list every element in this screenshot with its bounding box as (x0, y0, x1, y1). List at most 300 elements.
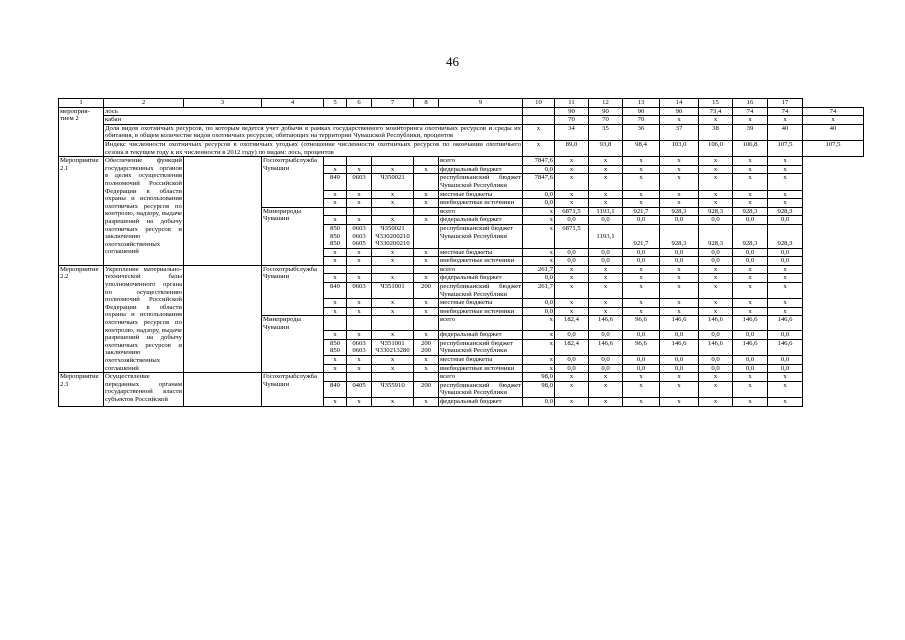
value-cell: x (733, 116, 768, 125)
value-cell: 928,3 (733, 207, 768, 216)
value-cell: x (733, 265, 768, 274)
code-cell (414, 265, 439, 274)
value-cell: x (660, 265, 699, 274)
value-cell: 0,0 (623, 364, 660, 373)
value-cell: x (660, 190, 699, 199)
value-cell: x (699, 397, 733, 406)
value-cell: x (733, 190, 768, 199)
value-cell: 0,0 (699, 364, 733, 373)
value-cell: 0,0 (555, 356, 589, 365)
value-cell: x (768, 274, 803, 283)
value-cell: 0,0 (733, 216, 768, 225)
value-cell: 0,0 (733, 257, 768, 266)
value-cell: x (523, 316, 555, 331)
code-cell: 0603 (347, 174, 372, 190)
funding-source: всего (439, 207, 523, 216)
code-cell (372, 207, 414, 216)
code-cell: 850 850 850 (324, 224, 347, 248)
value-cell: x (699, 199, 733, 208)
code-cell (347, 265, 372, 274)
value-cell: 146,6 (589, 316, 623, 331)
indicator-text: Доля видов охотничьих ресурсов, по которым ведется учет добычи в рамках государственного мониторинга охотничьих ресурсов и среды их обитания, в общем количестве видов охотничьих ресурсов, обитающих на территории Чувашской Республики, процентов (105, 124, 521, 140)
value-cell: 70 (623, 116, 660, 125)
value-cell: 40 (768, 124, 803, 140)
code-cell: x (324, 248, 347, 257)
value-cell: x (768, 381, 803, 397)
code-cell: x (324, 356, 347, 365)
code-cell: x (347, 165, 372, 174)
value-cell: x (733, 174, 768, 190)
column-number: 9 (439, 99, 523, 108)
value-cell: 98,0 (523, 373, 555, 382)
column-number: 2 (104, 99, 184, 108)
value-cell: 0,0 (768, 331, 803, 340)
value-cell: 96,6 (623, 339, 660, 355)
code-cell: x (414, 299, 439, 308)
code-cell (414, 174, 439, 190)
executor-name: Госохотрыбслужба Чувашии (262, 373, 324, 406)
value-cell: 0,0 (623, 257, 660, 266)
event-description: Осуществление переданных органам государственной власти субъектов Российской (104, 373, 184, 406)
funding-source: всего (439, 373, 523, 382)
indicator-text: Индекс численности охотничьих ресурсов в охотничьих угодьях (отношение численности охотничьих ресурсов по окончании охотничьего сезона в текущем году к их численности в 2012 году) по видам: лось, процентов (105, 140, 521, 156)
value-cell: x (660, 199, 699, 208)
value-cell: 928,3 (699, 224, 733, 248)
value-cell: x (699, 165, 733, 174)
value-cell: x (589, 283, 623, 299)
value-cell: 0,0 (768, 216, 803, 225)
value-cell: 90 (623, 107, 660, 116)
value-cell: 921,7 (623, 207, 660, 216)
value-cell: x (623, 190, 660, 199)
value-cell: x (733, 307, 768, 316)
empty-cell (184, 373, 262, 406)
value-cell: x (699, 373, 733, 382)
code-cell: x (372, 364, 414, 373)
code-cell: x (324, 307, 347, 316)
value-cell: x (523, 207, 555, 216)
column-number: 11 (555, 99, 589, 108)
funding-source: республиканский бюджет Чувашской Республики (440, 174, 521, 189)
code-cell: x (372, 274, 414, 283)
value-cell: x (660, 307, 699, 316)
value-cell: 146,6 (589, 339, 623, 355)
value-cell: x (768, 190, 803, 199)
column-number: 16 (733, 99, 768, 108)
value-cell: x (555, 199, 589, 208)
code-cell: x (372, 307, 414, 316)
value-cell: x (660, 283, 699, 299)
value-cell: x (699, 190, 733, 199)
executor-name: Минприроды Чувашии (262, 316, 324, 373)
value-cell: 146,6 (699, 316, 733, 331)
boar-row (59, 116, 864, 125)
value-cell: 98,0 (523, 381, 555, 397)
value-cell: 182,4 (555, 316, 589, 331)
code-cell: x (372, 248, 414, 257)
value-cell: 90 (660, 107, 699, 116)
code-cell (414, 224, 439, 248)
code-cell: Ч355910 (372, 381, 414, 397)
value-cell: 0,0 (555, 331, 589, 340)
value-cell: 0,0 (589, 216, 623, 225)
code-cell: x (324, 190, 347, 199)
value-cell: 0,0 (733, 364, 768, 373)
code-cell: x (324, 397, 347, 406)
code-cell: x (372, 199, 414, 208)
value-cell: x (523, 248, 555, 257)
column-number: 5 (324, 99, 347, 108)
value-cell: 0,0 (589, 356, 623, 365)
value-cell: x (555, 299, 589, 308)
funding-source: республиканский бюджет Чувашской Республики (439, 339, 523, 355)
code-cell: x (324, 364, 347, 373)
indicator-row (59, 140, 864, 156)
funding-source: внебюджетные источники (439, 257, 523, 266)
value-cell: x (660, 373, 699, 382)
funding-source: федеральный бюджет (439, 274, 523, 283)
value-cell: 928,3 (733, 224, 768, 248)
table-row (59, 265, 864, 274)
value-cell: x (555, 381, 589, 397)
code-cell: 0603 (347, 283, 372, 299)
value-cell: 107,5 (768, 140, 803, 156)
value-cell: x (523, 364, 555, 373)
value-cell: 74 (803, 107, 864, 116)
code-cell (372, 316, 414, 331)
code-cell: Ч351001 (372, 283, 414, 299)
value-cell: x (623, 157, 660, 166)
value-cell: x (660, 157, 699, 166)
code-cell (372, 265, 414, 274)
value-cell: 0,0 (589, 248, 623, 257)
value-cell: x (523, 339, 555, 355)
value-cell: x (733, 373, 768, 382)
value-cell: 0,0 (699, 216, 733, 225)
value-cell: x (660, 174, 699, 190)
value-cell: 0,0 (555, 216, 589, 225)
elk-row (59, 107, 864, 116)
value-cell: 0,0 (660, 356, 699, 365)
event-label: Мероприятие 2.3 (59, 373, 104, 406)
value-cell: 146,6 (733, 339, 768, 355)
value-cell: 74 (768, 107, 803, 116)
code-cell: x (372, 190, 414, 199)
code-cell: x (372, 331, 414, 340)
value-cell: x (768, 283, 803, 299)
code-cell: Ч351001 Ч330213280 (372, 339, 414, 355)
value-cell: x (768, 299, 803, 308)
value-cell: 34 (555, 124, 589, 140)
value-cell: 0,0 (555, 248, 589, 257)
value-cell: x (699, 116, 733, 125)
value-cell: x (555, 265, 589, 274)
value-cell: x (623, 307, 660, 316)
value-cell: 0,0 (523, 199, 555, 208)
value-cell: x (589, 381, 623, 397)
funding-source: федеральный бюджет (439, 397, 523, 406)
value-cell: x (555, 165, 589, 174)
value-cell: x (523, 356, 555, 365)
species-label: кабан (104, 116, 523, 125)
code-cell: 200 (414, 381, 439, 397)
value-cell: 0,0 (523, 190, 555, 199)
value-cell: x (660, 397, 699, 406)
code-cell (414, 316, 439, 331)
value-cell: x (660, 381, 699, 397)
code-cell: x (347, 248, 372, 257)
code-cell: x (347, 274, 372, 283)
code-cell: 200 200 (414, 339, 439, 355)
column-number: 15 (699, 99, 733, 108)
value-cell: x (623, 397, 660, 406)
value-cell: x (768, 397, 803, 406)
code-cell: Ч350021 Ч330200210 Ч330200210 (372, 224, 414, 248)
value-cell: x (555, 190, 589, 199)
value-cell: 36 (623, 124, 660, 140)
code-cell: x (414, 397, 439, 406)
funding-source: федеральный бюджет (439, 216, 523, 225)
code-cell: x (414, 356, 439, 365)
empty-cell (523, 107, 555, 116)
value-cell: x (768, 307, 803, 316)
funding-source: местные бюджеты (439, 248, 523, 257)
code-cell: x (372, 397, 414, 406)
value-cell: 928,3 (768, 224, 803, 248)
column-number: 3 (184, 99, 262, 108)
value-cell: 70 (589, 116, 623, 125)
value-cell: 98,4 (623, 140, 660, 156)
table-row (59, 157, 864, 166)
value-cell: x (660, 116, 699, 125)
value-cell: x (768, 373, 803, 382)
value-cell: x (733, 299, 768, 308)
value-cell: x (623, 274, 660, 283)
value-cell: x (733, 381, 768, 397)
species-label: лось (104, 107, 523, 116)
value-cell: 0,0 (733, 331, 768, 340)
code-cell (347, 207, 372, 216)
value-cell: 93,8 (589, 140, 623, 156)
value-cell: 1193,1 (589, 207, 623, 216)
value-cell: 103,0 (660, 140, 699, 156)
code-cell: x (324, 299, 347, 308)
value-cell: 6871,5 (555, 224, 589, 248)
funding-source: федеральный бюджет (439, 331, 523, 340)
code-cell (324, 265, 347, 274)
empty-cell (523, 116, 555, 125)
value-cell: 89,0 (555, 140, 589, 156)
code-cell: x (372, 356, 414, 365)
value-cell: 0,0 (768, 248, 803, 257)
code-cell (324, 316, 347, 331)
value-cell: 0,0 (523, 274, 555, 283)
code-cell: x (414, 364, 439, 373)
value-cell: 73,4 (699, 107, 733, 116)
column-number: 13 (623, 99, 660, 108)
column-number: 17 (768, 99, 803, 108)
value-cell: 0,0 (589, 331, 623, 340)
code-cell (347, 157, 372, 166)
code-cell: x (372, 257, 414, 266)
value-cell: 0,0 (623, 216, 660, 225)
value-cell: x (768, 116, 803, 125)
code-cell (347, 373, 372, 382)
value-cell: x (733, 274, 768, 283)
value-cell: 0,0 (660, 216, 699, 225)
value-cell: 146,6 (768, 339, 803, 355)
event-description: Обеспечение функций государственных органов в целях осуществления полномочий Российской Федерации в области охраны и использования охотничьих ресурсов по контролю, надзору, выдаче разрешений на добычу охотничьих ресурсов и заключению охотхозяйственных соглашений (104, 157, 184, 266)
value-cell: x (589, 397, 623, 406)
code-cell (324, 373, 347, 382)
value-cell: x (555, 397, 589, 406)
value-cell: x (699, 299, 733, 308)
value-cell: x (699, 307, 733, 316)
value-cell: x (589, 174, 623, 190)
value-cell: x (768, 165, 803, 174)
code-cell: x (347, 216, 372, 225)
value-cell: x (589, 299, 623, 308)
value-cell: 928,3 (660, 207, 699, 216)
column-number: 6 (347, 99, 372, 108)
value-cell: x (623, 299, 660, 308)
code-cell: x (414, 257, 439, 266)
code-cell: 0603 0603 0605 (347, 224, 372, 248)
value-cell: 0,0 (768, 356, 803, 365)
value-cell: x (660, 274, 699, 283)
value-cell: x (589, 157, 623, 166)
code-cell: x (347, 299, 372, 308)
code-cell: x (414, 199, 439, 208)
value-cell: x (660, 165, 699, 174)
value-cell: x (555, 174, 589, 190)
event-label: Мероприятие 2.1 (59, 157, 104, 266)
value-cell: x (660, 299, 699, 308)
code-cell: x (324, 165, 347, 174)
value-cell: x (733, 157, 768, 166)
code-cell: x (347, 397, 372, 406)
code-cell (414, 207, 439, 216)
code-cell: x (324, 199, 347, 208)
value-cell: 90 (555, 107, 589, 116)
value-cell: x (589, 274, 623, 283)
code-cell (414, 157, 439, 166)
value-cell: x (555, 307, 589, 316)
code-cell: x (347, 307, 372, 316)
value-cell: 0,0 (699, 257, 733, 266)
value-cell: 70 (555, 116, 589, 125)
value-cell: 0,0 (555, 364, 589, 373)
value-cell: 0,0 (660, 248, 699, 257)
code-cell: x (324, 274, 347, 283)
value-cell: 0,0 (589, 257, 623, 266)
value-cell: 106,0 (699, 140, 733, 156)
column-number: 4 (262, 99, 324, 108)
executor-name: Минприроды Чувашии (262, 207, 324, 265)
code-cell: x (347, 356, 372, 365)
value-cell: x (523, 224, 555, 248)
event-label: Мероприятие 2.2 (59, 265, 104, 372)
executor-name: Госохотрыбслужба Чувашии (262, 157, 324, 208)
empty-cell (184, 265, 262, 372)
code-cell: x (324, 331, 347, 340)
value-cell: 0,0 (523, 299, 555, 308)
funding-source: внебюджетные источники (439, 199, 523, 208)
code-cell: 850 850 (324, 339, 347, 355)
value-cell: x (803, 116, 864, 125)
value-cell: 40 (803, 124, 864, 140)
table-row (59, 373, 864, 382)
code-cell: 849 (324, 381, 347, 397)
code-cell: x (372, 216, 414, 225)
value-cell: x (733, 397, 768, 406)
code-cell: x (372, 165, 414, 174)
funding-source: местные бюджеты (439, 190, 523, 199)
header-row (59, 99, 864, 108)
value-cell: 146,6 (768, 316, 803, 331)
program-table (58, 98, 864, 407)
column-number: 10 (523, 99, 555, 108)
funding-source: внебюджетные источники (439, 307, 523, 316)
code-cell (372, 373, 414, 382)
code-cell: x (347, 364, 372, 373)
funding-source: всего (439, 316, 523, 331)
code-cell: x (324, 216, 347, 225)
code-cell: x (372, 299, 414, 308)
value-cell: x (589, 199, 623, 208)
value-cell: x (555, 157, 589, 166)
code-cell: x (347, 190, 372, 199)
value-cell: 6871,5 (555, 207, 589, 216)
value-cell: 0,0 (768, 257, 803, 266)
value-cell: 0,0 (699, 331, 733, 340)
code-cell: x (324, 257, 347, 266)
code-cell (414, 373, 439, 382)
funding-source: республиканский бюджет Чувашской Республики (440, 381, 521, 397)
value-cell: x (699, 157, 733, 166)
value-cell: x (623, 199, 660, 208)
value-cell: 96,6 (623, 316, 660, 331)
value-cell: x (623, 381, 660, 397)
code-cell: x (347, 331, 372, 340)
code-cell (372, 157, 414, 166)
value-cell: 1193,1 (589, 224, 623, 248)
indicator-row (59, 124, 864, 140)
value-cell: 182,4 (555, 339, 589, 355)
value-cell: 0,0 (623, 248, 660, 257)
code-cell: x (347, 257, 372, 266)
value-cell: 0,0 (660, 364, 699, 373)
value-cell: 37 (660, 124, 699, 140)
value-cell: x (589, 307, 623, 316)
value-cell: x (589, 190, 623, 199)
value-cell: 7847,6 (523, 174, 555, 190)
code-cell: x (347, 199, 372, 208)
value-cell: 928,3 (660, 224, 699, 248)
value-cell: x (589, 373, 623, 382)
value-cell: 0,0 (555, 257, 589, 266)
code-cell: Ч350021 (372, 174, 414, 190)
value-cell: x (733, 199, 768, 208)
value-cell: 0,0 (523, 165, 555, 174)
code-cell: 0405 (347, 381, 372, 397)
value-cell: 146,6 (660, 339, 699, 355)
value-cell: 0,0 (699, 356, 733, 365)
event-description: Укрепление материально-технической базы уполномоченного органа по осуществлению полномочий Российской Федерации в области охраны и использования охотничьих ресурсов по контролю, надзору, выдаче разрешений на добычу охотничьих ресурсов и заключению охотхозяйственных соглашений (105, 265, 182, 372)
value-cell: 7847,6 (523, 157, 555, 166)
value-cell: 0,0 (623, 356, 660, 365)
column-number: 7 (372, 99, 414, 108)
